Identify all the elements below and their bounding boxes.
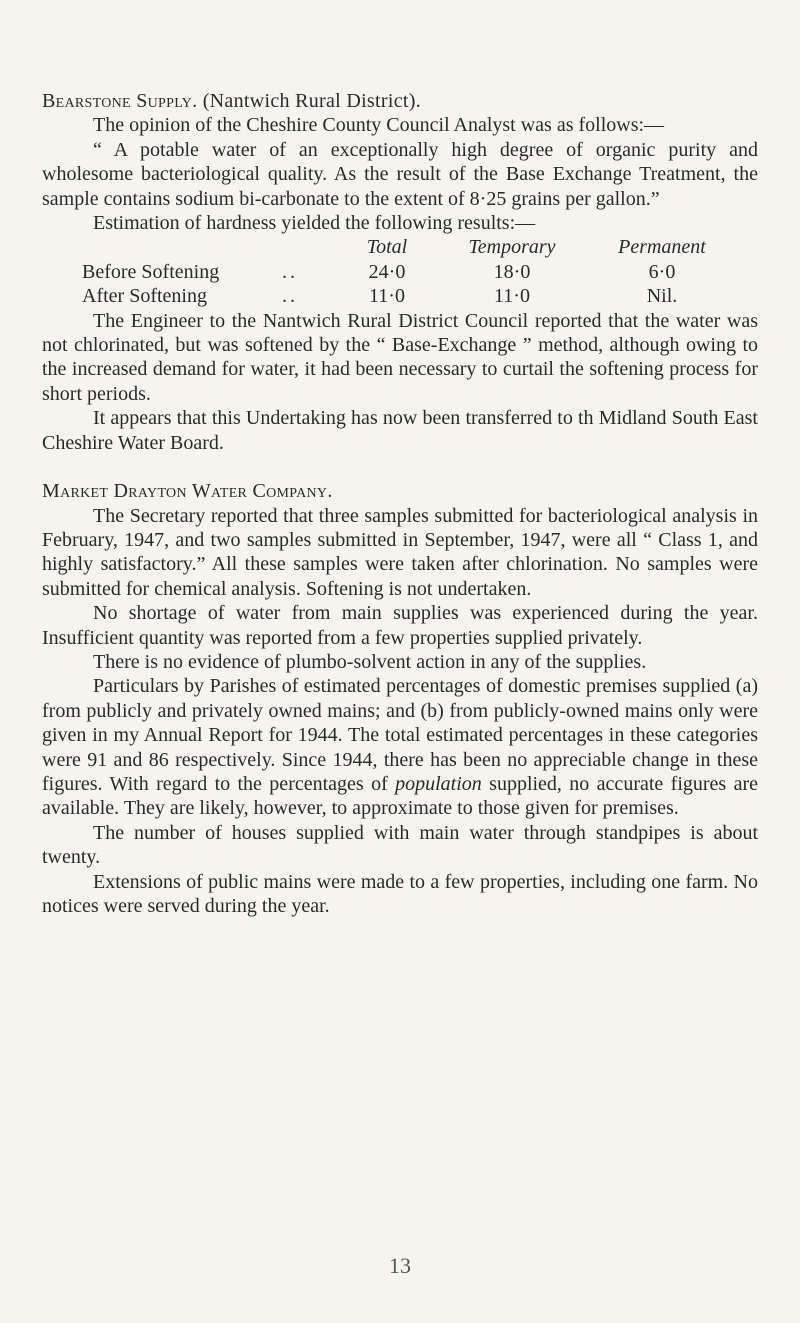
row-leader-dots: ..	[282, 260, 298, 283]
row-label: Before Softening	[82, 260, 220, 283]
heading-subtitle: (Nantwich Rural District).	[202, 90, 421, 112]
paragraph-percentages: Particulars by Parishes of estimated percentages of domestic premises supplied (a) from publicly and privately owned mains; and (b) from publicly-owned mains only were given in my Annual Report for 1944. The total estimated percentages in these categories were 91 and 86 respectively. Since 1944, there has been no appreciable change in these figures. With regard to the percentages of population supplied, no accurate figures are available. They are likely, however, to approximate to those given for premises.	[42, 675, 758, 820]
cell-temporary: 18·0	[493, 260, 531, 283]
table-header-row	[82, 235, 732, 259]
cell-permanent: 6·0	[648, 260, 676, 283]
table-row	[82, 284, 732, 308]
row-label: After Softening	[82, 285, 207, 308]
cell-total: 24·0	[368, 260, 406, 283]
header-total: Total	[366, 236, 408, 259]
row-leader-dots: ..	[282, 285, 298, 308]
page-number: 13	[389, 1253, 411, 1278]
hardness-table	[82, 235, 732, 308]
paragraph-engineer-report: The Engineer to the Nantwich Rural District Council reported that the water was not chlorinated, but was softened by the “ Base-Exchange ” method, although owing to the increased demand for water, it had been necessary to curtail the softening process for short periods.	[42, 309, 758, 405]
paragraph-extensions: Extensions of public mains were made to a few properties, including one farm. No notices were served during the year.	[42, 870, 758, 917]
header-temporary: Temporary	[468, 236, 556, 259]
paragraph-samples: The Secretary reported that three samples submitted for bacteriological analysis in February, 1947, and two samples submitted in September, 1947, were all “ Class 1, and highly satisfactory.” All these samples were taken after chlorination. No samples were submitted for chemical analysis. Softening is not undertaken.	[42, 504, 758, 600]
section-heading-market-drayton: Market Drayton Water Company.	[42, 480, 333, 503]
paragraph-shortage: No shortage of water from main supplies was experienced during the year. Insufficient quantity was reported from a few properties supplied privately.	[42, 602, 758, 649]
section-heading-bearstone	[42, 89, 758, 113]
paragraph-hardness-intro: Estimation of hardness yielded the following results:—	[93, 212, 536, 235]
emphasis-population: population	[395, 772, 482, 795]
paragraph-plumbo-solvent: There is no evidence of plumbo-solvent action in any of the supplies.	[93, 650, 647, 673]
paragraph-transfer: It appears that this Undertaking has now been transferred to th Midland South East Cheshire Water Board.	[42, 407, 758, 454]
paragraph-analyst-intro: The opinion of the Cheshire County Council Analyst was as follows:—	[93, 114, 665, 137]
document-body	[42, 89, 758, 918]
header-permanent: Permanent	[618, 236, 706, 259]
paragraph-analyst-quote: “ A potable water of an exceptionally high degree of organic purity and wholesome bacteriological quality. As the result of the Base Exchange Treatment, the sample contains sodium bi-carbonate to the extent of 8·25 grains per gallon.”	[42, 138, 758, 210]
table-row	[82, 260, 732, 284]
paragraph-standpipes: The number of houses supplied with main water through standpipes is about twenty.	[42, 821, 758, 869]
heading-title: Bearstone Supply.	[42, 90, 198, 112]
cell-temporary: 11·0	[494, 285, 530, 308]
cell-permanent: Nil.	[646, 285, 678, 308]
cell-total: 11·0	[369, 285, 405, 308]
